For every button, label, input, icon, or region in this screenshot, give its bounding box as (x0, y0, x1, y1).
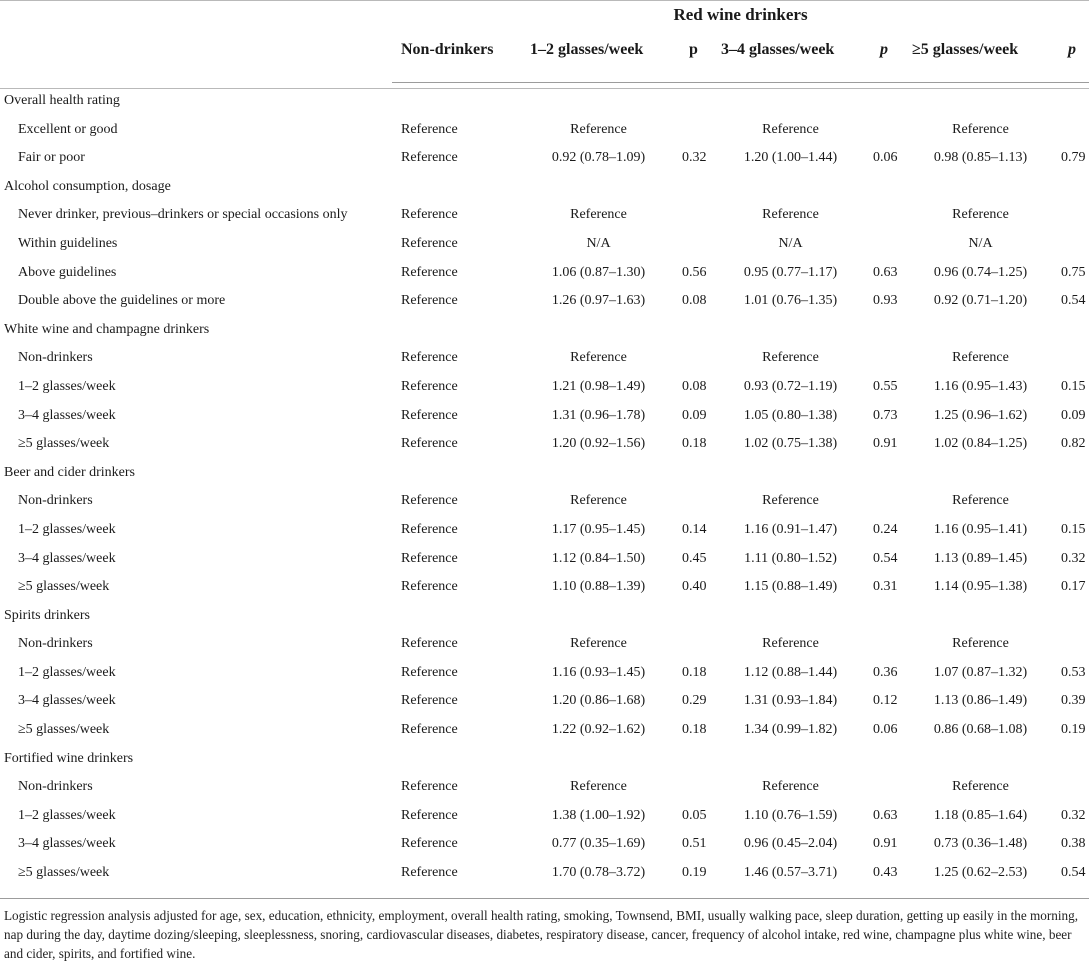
row-label: Above guidelines (18, 264, 117, 280)
row-label: ≥5 glasses/week (18, 722, 110, 738)
cell-3-4-glasses: 1.11 (0.80–1.52) (744, 550, 837, 566)
table-row (0, 659, 1089, 688)
row-label: Non-drinkers (18, 493, 93, 509)
cell-p-3: 0.32 (1061, 807, 1086, 823)
section-header-row (0, 459, 1089, 488)
cell-non-drinkers: Reference (401, 493, 458, 509)
row-label: 3–4 glasses/week (18, 693, 116, 709)
cell-5-plus-glasses: 1.16 (0.95–1.43) (933, 378, 1028, 394)
row-label: 1–2 glasses/week (18, 664, 116, 680)
cell-1-2-glasses: 1.26 (0.97–1.63) (551, 293, 646, 309)
cell-p-2: 0.54 (873, 550, 898, 566)
table-row (0, 201, 1089, 230)
cell-1-2-glasses: 1.10 (0.88–1.39) (551, 579, 646, 595)
cell-p-3: 0.82 (1061, 436, 1086, 452)
cell-3-4-glasses: 1.20 (1.00–1.44) (743, 150, 838, 166)
cell-p-1: 0.29 (682, 693, 707, 709)
cell-non-drinkers: Reference (401, 807, 458, 823)
cell-p-2: 0.06 (873, 722, 898, 738)
row-label: Beer and cider drinkers (4, 464, 135, 480)
cell-p-2: 0.06 (873, 150, 898, 166)
row-label: Non-drinkers (18, 636, 93, 652)
table-row (0, 830, 1089, 859)
cell-p-3: 0.54 (1061, 293, 1086, 309)
cell-p-2: 0.91 (873, 436, 898, 452)
row-label: Double above the guidelines or more (18, 293, 226, 309)
cell-1-2-glasses: 1.31 (0.96–1.78) (551, 407, 646, 423)
table-row (0, 630, 1089, 659)
cell-p-3: 0.39 (1061, 693, 1086, 709)
table-row (0, 344, 1089, 373)
row-label: Excellent or good (18, 121, 118, 137)
cell-3-4-glasses: 1.31 (0.93–1.84) (743, 693, 838, 709)
cell-5-plus-glasses: Reference (952, 779, 1009, 795)
header-1-2-glasses: 1–2 glasses/week (530, 41, 644, 58)
cell-3-4-glasses: 1.05 (0.80–1.38) (743, 407, 838, 423)
table-bottom-rule (0, 898, 1089, 899)
cell-1-2-glasses: Reference (570, 121, 627, 137)
cell-1-2-glasses: 1.38 (1.00–1.92) (551, 807, 646, 823)
cell-5-plus-glasses: 0.96 (0.74–1.25) (933, 264, 1028, 280)
cell-non-drinkers: Reference (401, 693, 458, 709)
cell-3-4-glasses: 1.15 (0.88–1.49) (743, 579, 838, 595)
table-row (0, 573, 1089, 602)
row-label: Fair or poor (18, 150, 85, 166)
cell-5-plus-glasses: 1.25 (0.62–2.53) (933, 865, 1028, 881)
cell-non-drinkers: Reference (401, 350, 458, 366)
cell-3-4-glasses: Reference (762, 636, 819, 652)
cell-5-plus-glasses: 1.07 (0.87–1.32) (933, 664, 1028, 680)
column-group-title: Red wine drinkers (673, 5, 808, 24)
row-label: 1–2 glasses/week (18, 378, 116, 394)
row-label: ≥5 glasses/week (18, 436, 110, 452)
cell-p-2: 0.36 (873, 664, 898, 680)
cell-5-plus-glasses: 1.18 (0.85–1.64) (933, 807, 1028, 823)
section-header-row (0, 745, 1089, 774)
cell-non-drinkers: Reference (401, 521, 458, 537)
cell-3-4-glasses: 1.34 (0.99–1.82) (743, 722, 838, 738)
table-row (0, 259, 1089, 288)
cell-1-2-glasses: 1.17 (0.95–1.45) (551, 521, 646, 537)
cell-5-plus-glasses: Reference (952, 207, 1009, 223)
table-row (0, 402, 1089, 431)
cell-non-drinkers: Reference (401, 836, 458, 852)
cell-1-2-glasses: 1.21 (0.98–1.49) (551, 378, 646, 394)
cell-1-2-glasses: 1.20 (0.86–1.68) (551, 693, 646, 709)
row-label: Within guidelines (18, 235, 118, 251)
row-label: Spirits drinkers (4, 607, 90, 623)
table-row (0, 487, 1089, 516)
cell-1-2-glasses: 0.77 (0.35–1.69) (551, 836, 646, 852)
cell-3-4-glasses: 1.12 (0.88–1.44) (743, 664, 838, 680)
cell-p-2: 0.73 (873, 407, 898, 423)
cell-1-2-glasses: 0.92 (0.78–1.09) (551, 150, 646, 166)
cell-non-drinkers: Reference (401, 207, 458, 223)
cell-p-2: 0.91 (873, 836, 898, 852)
cell-3-4-glasses: 0.96 (0.45–2.04) (743, 836, 838, 852)
cell-5-plus-glasses: 0.73 (0.36–1.48) (933, 836, 1028, 852)
row-label: 3–4 glasses/week (18, 407, 116, 423)
cell-non-drinkers: Reference (401, 722, 458, 738)
table-row (0, 859, 1089, 888)
cell-p-3: 0.75 (1061, 264, 1086, 280)
row-label: 1–2 glasses/week (18, 521, 116, 537)
header-p-1: p (689, 41, 698, 58)
row-label: 3–4 glasses/week (18, 836, 116, 852)
cell-1-2-glasses: Reference (570, 350, 627, 366)
cell-3-4-glasses: Reference (762, 207, 819, 223)
cell-p-1: 0.09 (682, 407, 707, 423)
table-top-rule (0, 0, 1089, 1)
cell-5-plus-glasses: 1.02 (0.84–1.25) (933, 436, 1028, 452)
cell-p-2: 0.63 (873, 264, 898, 280)
cell-3-4-glasses: 0.93 (0.72–1.19) (743, 378, 838, 394)
row-label: 1–2 glasses/week (18, 807, 116, 823)
cell-non-drinkers: Reference (401, 121, 458, 137)
cell-p-1: 0.14 (682, 521, 707, 537)
cell-1-2-glasses: 1.16 (0.93–1.45) (551, 664, 646, 680)
cell-5-plus-glasses: 0.92 (0.71–1.20) (933, 293, 1028, 309)
table-row (0, 802, 1089, 831)
cell-non-drinkers: Reference (401, 436, 458, 452)
header-non-drinkers: Non-drinkers (401, 41, 494, 58)
cell-p-1: 0.51 (682, 836, 707, 852)
cell-p-1: 0.08 (682, 378, 707, 394)
cell-3-4-glasses: Reference (762, 779, 819, 795)
table-row (0, 716, 1089, 745)
cell-3-4-glasses: 0.95 (0.77–1.17) (743, 264, 838, 280)
cell-3-4-glasses: 1.10 (0.76–1.59) (743, 807, 838, 823)
table-row (0, 230, 1089, 259)
table-row (0, 545, 1089, 574)
cell-3-4-glasses: 1.46 (0.57–3.71) (743, 865, 838, 881)
table-row (0, 373, 1089, 402)
cell-5-plus-glasses: 0.86 (0.68–1.08) (933, 722, 1028, 738)
cell-p-3: 0.15 (1061, 378, 1086, 394)
cell-non-drinkers: Reference (401, 579, 458, 595)
table-row (0, 287, 1089, 316)
cell-p-3: 0.15 (1061, 521, 1086, 537)
cell-p-2: 0.63 (873, 807, 898, 823)
cell-1-2-glasses: 1.12 (0.84–1.50) (551, 550, 646, 566)
cell-p-1: 0.08 (682, 293, 707, 309)
cell-1-2-glasses: N/A (586, 235, 611, 251)
cell-non-drinkers: Reference (401, 150, 458, 166)
cell-p-3: 0.32 (1061, 550, 1086, 566)
row-label: Non-drinkers (18, 779, 93, 795)
table-row (0, 430, 1089, 459)
cell-1-2-glasses: 1.06 (0.87–1.30) (551, 264, 646, 280)
cell-p-3: 0.09 (1061, 407, 1086, 423)
cell-p-2: 0.93 (873, 293, 898, 309)
cell-p-2: 0.24 (873, 521, 898, 537)
header-3-4-glasses: 3–4 glasses/week (721, 41, 835, 58)
cell-1-2-glasses: Reference (570, 636, 627, 652)
cell-5-plus-glasses: Reference (952, 493, 1009, 509)
cell-non-drinkers: Reference (401, 779, 458, 795)
table-footnote: Logistic regression analysis adjusted for age, sex, education, ethnicity, employment, overall health rating, smoking, Townsend, BMI, usually walking pace, sleep duration, getting up easily in the morning, nap during the day, daytime dozing/sleeping, sleeplessness, snoring, cardiovascular diseases, diabetes, respiratory disease, cancer, frequency of alcohol intake, red wine, champagne plus white wine, beer and cider, spirits, and fortified wine. (4, 908, 1078, 961)
cell-5-plus-glasses: N/A (968, 235, 993, 251)
cell-3-4-glasses: Reference (762, 350, 819, 366)
cell-p-1: 0.18 (682, 722, 707, 738)
cell-p-3: 0.54 (1061, 865, 1086, 881)
cell-3-4-glasses: 1.01 (0.76–1.35) (743, 293, 838, 309)
cell-5-plus-glasses: Reference (952, 121, 1009, 137)
header-p-2: p (880, 41, 888, 58)
cell-1-2-glasses: 1.20 (0.92–1.56) (551, 436, 646, 452)
cell-p-1: 0.05 (682, 807, 707, 823)
cell-p-2: 0.55 (873, 378, 898, 394)
header-p-3: p (1068, 41, 1076, 58)
cell-p-2: 0.43 (873, 865, 898, 881)
cell-5-plus-glasses: 1.13 (0.86–1.49) (933, 693, 1028, 709)
cell-p-2: 0.12 (873, 693, 898, 709)
cell-1-2-glasses: 1.70 (0.78–3.72) (551, 865, 646, 881)
cell-p-3: 0.79 (1061, 150, 1086, 166)
row-label: Fortified wine drinkers (4, 750, 134, 766)
table-body (0, 87, 1089, 888)
cell-p-1: 0.18 (682, 664, 707, 680)
cell-p-3: 0.38 (1061, 836, 1086, 852)
cell-3-4-glasses: Reference (762, 493, 819, 509)
table-row (0, 687, 1089, 716)
table-row (0, 144, 1089, 173)
table-row (0, 773, 1089, 802)
cell-3-4-glasses: 1.02 (0.75–1.38) (743, 436, 838, 452)
row-label: Alcohol consumption, dosage (4, 178, 171, 194)
table-row (0, 516, 1089, 545)
cell-5-plus-glasses: 1.13 (0.89–1.45) (933, 550, 1028, 566)
cell-non-drinkers: Reference (401, 407, 458, 423)
cell-5-plus-glasses: 0.98 (0.85–1.13) (933, 150, 1028, 166)
column-group-rule (392, 82, 1089, 83)
cell-3-4-glasses: 1.16 (0.91–1.47) (743, 521, 838, 537)
cell-p-3: 0.53 (1061, 664, 1086, 680)
cell-1-2-glasses: Reference (570, 493, 627, 509)
cell-p-1: 0.32 (682, 150, 707, 166)
cell-p-2: 0.31 (873, 579, 898, 595)
cell-3-4-glasses: Reference (762, 121, 819, 137)
cell-non-drinkers: Reference (401, 264, 458, 280)
cell-1-2-glasses: Reference (570, 779, 627, 795)
cell-5-plus-glasses: Reference (952, 350, 1009, 366)
cell-5-plus-glasses: 1.25 (0.96–1.62) (933, 407, 1028, 423)
cell-p-3: 0.17 (1061, 579, 1086, 595)
cell-non-drinkers: Reference (401, 378, 458, 394)
cell-3-4-glasses: N/A (778, 235, 803, 251)
cell-1-2-glasses: Reference (570, 207, 627, 223)
cell-non-drinkers: Reference (401, 550, 458, 566)
header-5-plus-glasses: ≥5 glasses/week (912, 41, 1019, 58)
cell-non-drinkers: Reference (401, 235, 458, 251)
row-label: ≥5 glasses/week (18, 865, 110, 881)
section-header-row (0, 602, 1089, 631)
cell-p-1: 0.19 (682, 865, 707, 881)
cell-1-2-glasses: 1.22 (0.92–1.62) (551, 722, 646, 738)
cell-non-drinkers: Reference (401, 293, 458, 309)
cell-p-1: 0.40 (682, 579, 707, 595)
row-label: 3–4 glasses/week (18, 550, 116, 566)
table-row (0, 116, 1089, 145)
row-label: Overall health rating (4, 93, 120, 108)
cell-p-1: 0.45 (682, 550, 707, 566)
section-header-row (0, 173, 1089, 202)
row-label: Non-drinkers (18, 350, 93, 366)
cell-non-drinkers: Reference (401, 865, 458, 881)
cell-non-drinkers: Reference (401, 664, 458, 680)
row-label: White wine and champagne drinkers (4, 321, 210, 337)
cell-5-plus-glasses: 1.16 (0.95–1.41) (933, 521, 1028, 537)
cell-p-3: 0.19 (1061, 722, 1086, 738)
section-header-row (0, 316, 1089, 345)
cell-5-plus-glasses: Reference (952, 636, 1009, 652)
cell-p-1: 0.18 (682, 436, 707, 452)
row-label: ≥5 glasses/week (18, 579, 110, 595)
cell-p-1: 0.56 (682, 264, 707, 280)
cell-5-plus-glasses: 1.14 (0.95–1.38) (933, 579, 1028, 595)
cell-non-drinkers: Reference (401, 636, 458, 652)
section-header-row (0, 87, 1089, 116)
row-label: Never drinker, previous–drinkers or special occasions only (18, 207, 348, 223)
